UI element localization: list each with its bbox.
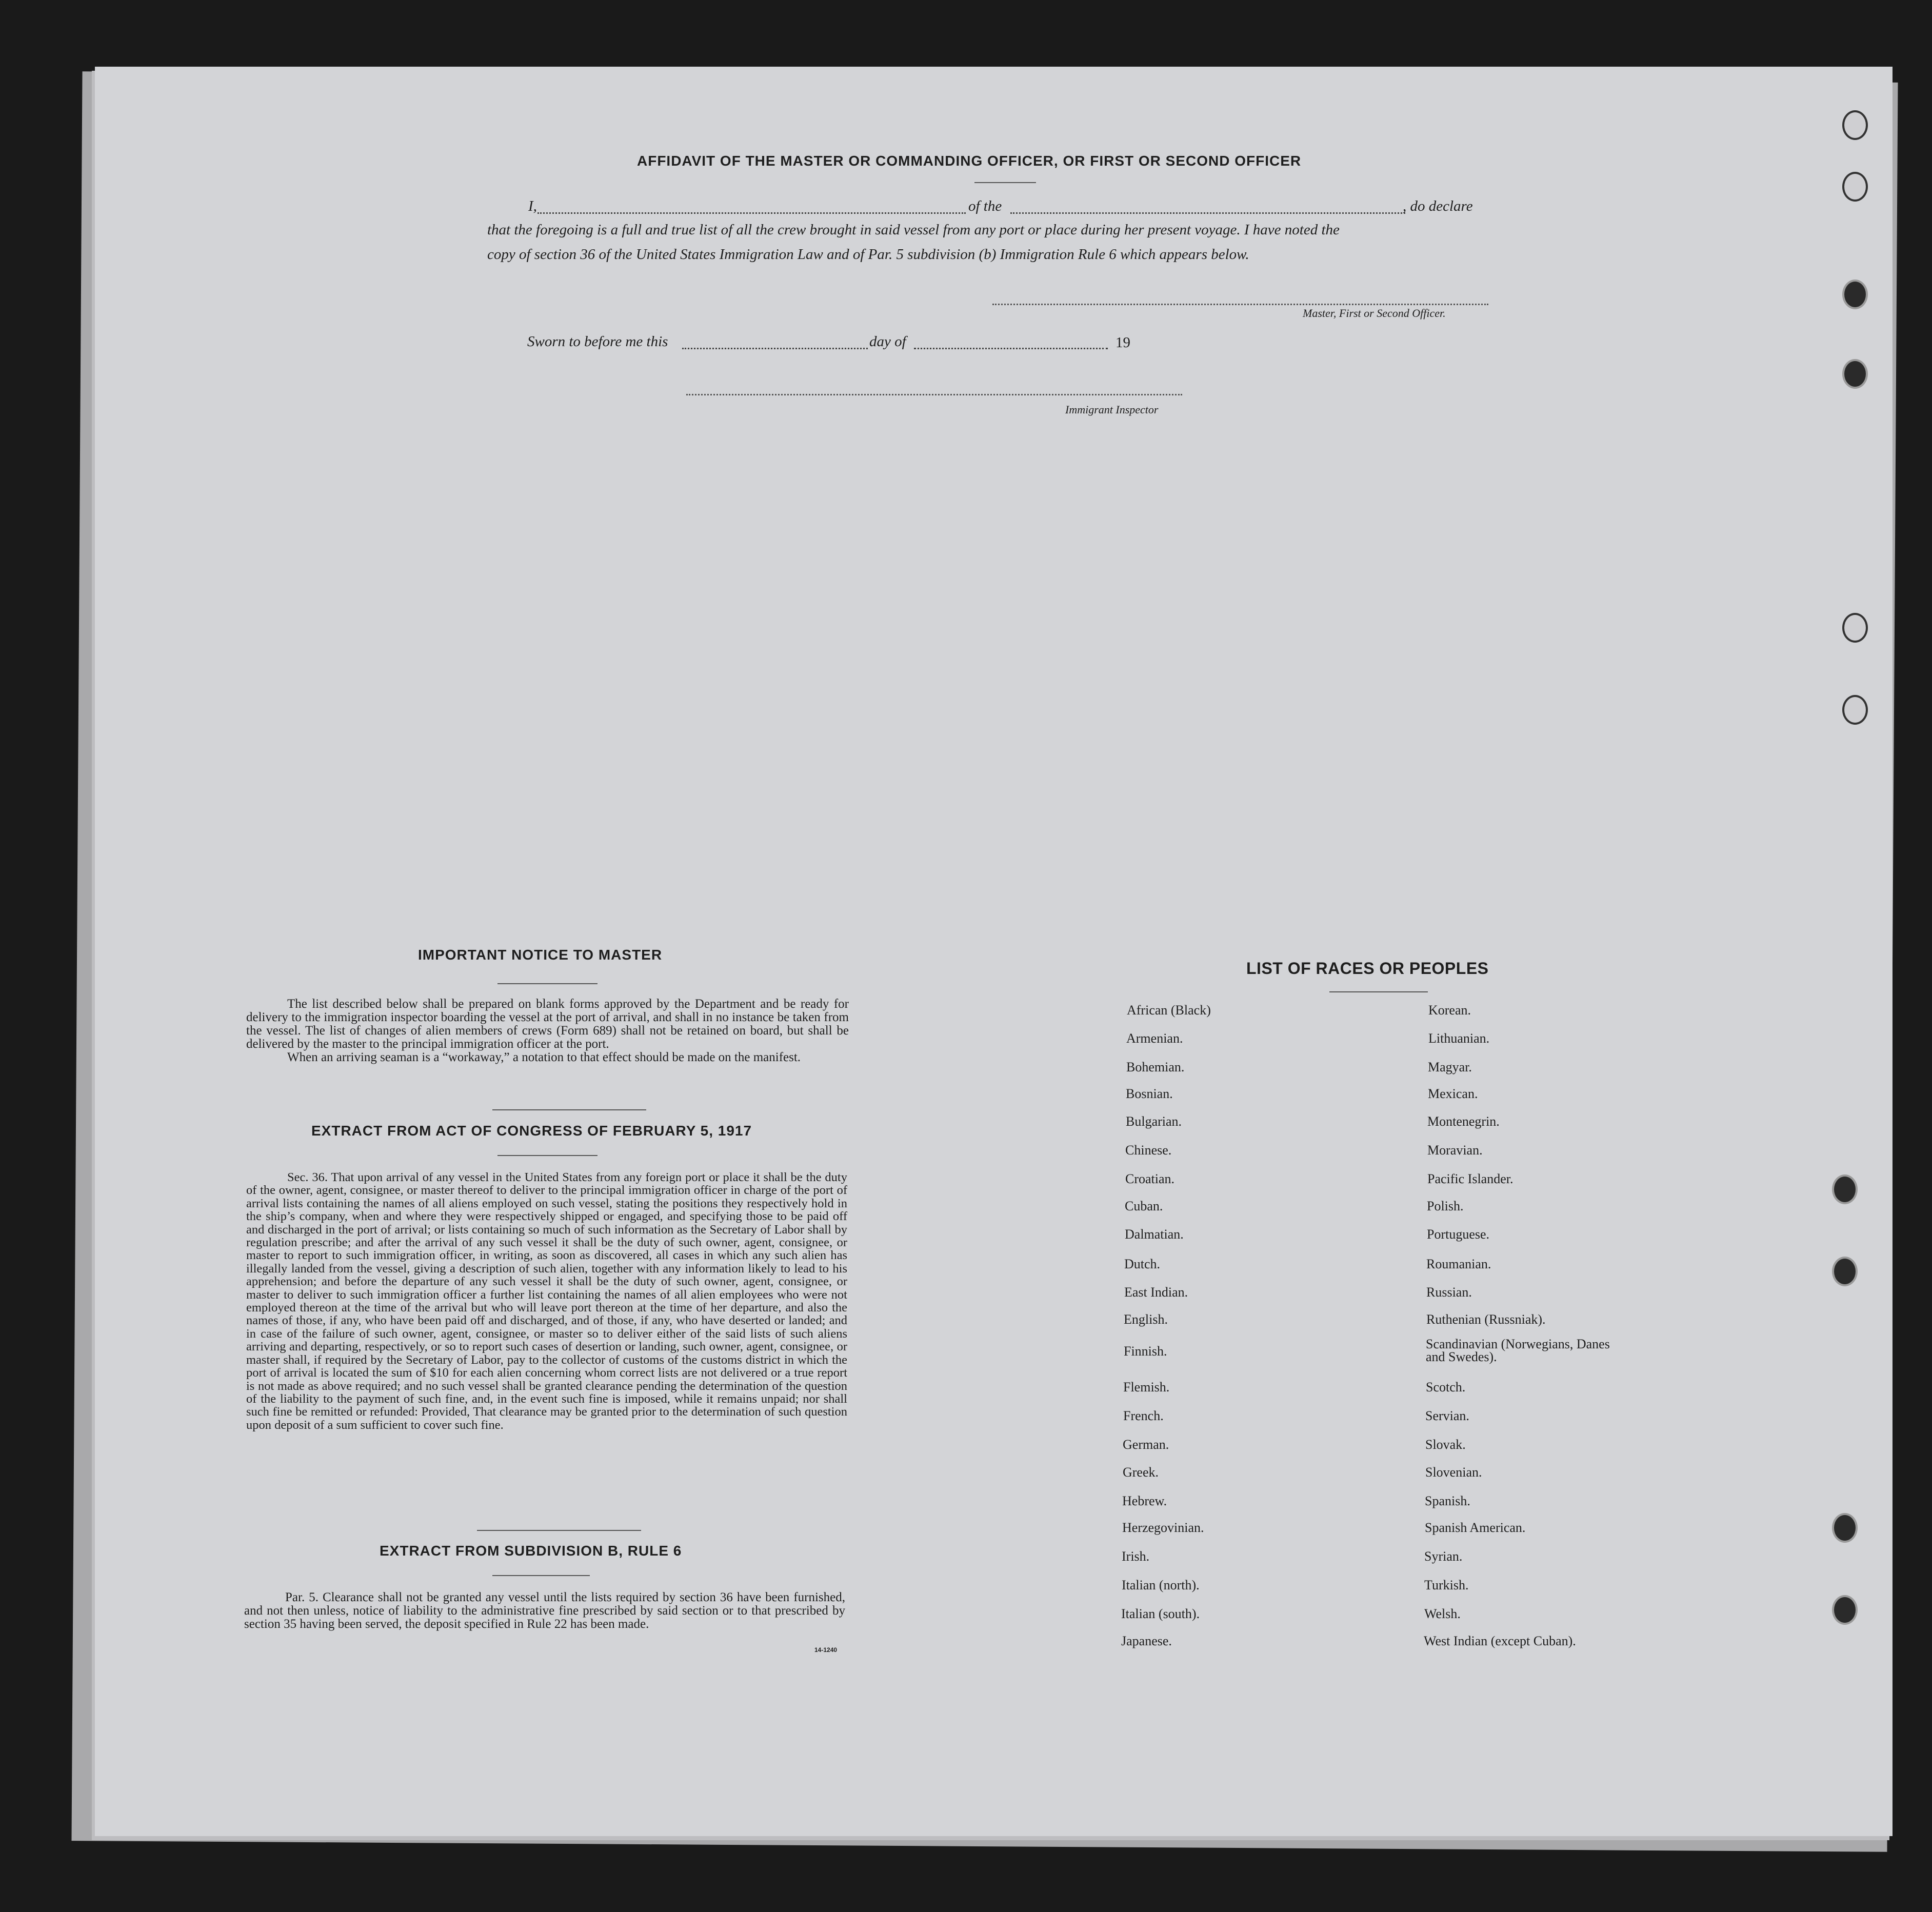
affidavit-title: AFFIDAVIT OF THE MASTER OR COMMANDING OFFICER, OR FIRST OR SECOND OFFICER (637, 153, 1302, 169)
race-item: Lithuanian. (1428, 1031, 1490, 1046)
affidavit-line2: that the foregoing is a full and true list of all the crew brought in said vessel from any port or place during her present voyage. I have noted the (487, 222, 1340, 238)
race-item: Dutch. (1124, 1257, 1161, 1271)
race-item: Ruthenian (Russniak). (1426, 1312, 1546, 1327)
notice-title: IMPORTANT NOTICE TO MASTER (418, 947, 663, 963)
race-item: Pacific Islander. (1427, 1171, 1513, 1186)
race-item: French. (1123, 1408, 1164, 1423)
year-prefix: 19 (1116, 334, 1130, 351)
race-item: Flemish. (1123, 1380, 1170, 1395)
binder-hole (1842, 110, 1868, 140)
notice-text (246, 998, 849, 1064)
notice-paragraph-2: When an arriving seaman is a “workaway,” a notation to that effect should be made on the manifest. (287, 1050, 801, 1064)
act-title: EXTRACT FROM ACT OF CONGRESS OF FEBRUARY 5, 1917 (311, 1123, 752, 1139)
races-title: LIST OF RACES OR PEOPLES (1246, 959, 1489, 978)
race-item: Japanese. (1121, 1634, 1172, 1648)
race-item: African (Black) (1127, 1003, 1211, 1018)
binder-hole (1832, 1595, 1858, 1625)
race-item: Slovak. (1425, 1437, 1466, 1452)
vessel-blank (1010, 212, 1405, 214)
sworn-month-blank (914, 348, 1108, 349)
races-divider (1329, 991, 1428, 992)
race-item: Portuguese. (1427, 1227, 1490, 1242)
rule-divider (492, 1575, 590, 1576)
race-item: Bohemian. (1126, 1060, 1185, 1074)
affidavit-declare: , do declare (1403, 198, 1473, 214)
sworn-text: Sworn to before me this (527, 333, 668, 350)
affidavit-line3: copy of section 36 of the United States Immigration Law and of Par. 5 subdivision (b) Immigration Rule 6 which appears below. (487, 246, 1249, 263)
race-item: Korean. (1428, 1003, 1471, 1018)
affidavit-i: I, (528, 198, 537, 214)
binder-hole (1842, 613, 1868, 643)
race-item: Welsh. (1424, 1606, 1461, 1621)
race-item: Scandinavian (Norwegians, Danes and Swedes). (1426, 1337, 1610, 1364)
race-item: Italian (south). (1121, 1606, 1200, 1621)
rule-top-divider (477, 1530, 641, 1531)
inspector-signature-line (686, 394, 1182, 395)
act-paragraph: Sec. 36. That upon arrival of any vessel in the United States from any foreign port or place it shall be the duty of the owner, agent, consignee, or master thereof to deliver to the principal immigration officer in charge of the port of arrival lists containing the names of all aliens employed on such vessel, stating the positions they respectively hold in the ship’s company, when and where they were respectively shipped or engaged, and specifying those to be paid off and discharged in the port of arrival; or lists containing so much of such information as the Secretary of Labor shall by regulation prescribe; and after the arrival of any such vessel it shall be the duty of such owner, agent, consignee, or master to report to such immigration officer, in writing, as soon as discovered, all cases in which any such alien has illegally landed from the vessel, giving a description of such alien, together with any information likely to lead to his apprehension; and before the departure of any such vessel it shall be the duty of such owner, agent, consignee, or master to deliver to such immigration officer a further list containing the names of all alien employees who were not employed thereon at the time of the arrival but who will leave port thereon at the time of her departure, and also the names of those, if any, who have been paid off and discharged, and of those, if any, who have deserted or landed; and in case of the failure of such owner, agent, consignee, or master so to deliver either of the said lists of such aliens arriving and departing, respectively, or so to report such cases of desertion or landing, such owner, agent, consignee, or master shall, if required by the Secretary of Labor, pay to the collector of customs of the customs district in which the port of arrival is located the sum of $10 for each alien concerning whom correct lists are not delivered or a true report is not made as above required; and no such vessel shall be granted clearance pending the determination of the question of the liability to the payment of such fine, and, in the event such fine is imposed, while it remains unpaid; nor shall such fine be remitted or refunded: Provided, That clearance may be granted prior to the determination of such question upon deposit of a sum sufficient to cover such fine. (246, 1170, 847, 1432)
race-item: Bosnian. (1126, 1086, 1173, 1101)
race-item: East Indian. (1124, 1285, 1188, 1300)
document-page (95, 67, 1893, 1836)
title-divider (974, 182, 1036, 183)
act-text (246, 1171, 847, 1431)
race-item: Servian. (1425, 1408, 1469, 1423)
race-item: Dalmatian. (1125, 1227, 1184, 1242)
rule-title: EXTRACT FROM SUBDIVISION B, RULE 6 (380, 1543, 682, 1559)
race-item: Scotch. (1426, 1380, 1466, 1395)
race-item: Bulgarian. (1126, 1114, 1182, 1129)
race-item: Magyar. (1428, 1060, 1472, 1074)
race-item: Armenian. (1126, 1031, 1183, 1046)
rule-paragraph: Par. 5. Clearance shall not be granted any vessel until the lists required by section 36 have been furnished, and not then unless, notice of liability to the administrative fine prescribed by said section or to that prescribed by section 35 having been served, the deposit specified in Rule 22 has been made. (244, 1590, 845, 1631)
binder-hole (1842, 359, 1868, 389)
race-item: German. (1123, 1437, 1169, 1452)
race-item: Hebrew. (1122, 1493, 1167, 1508)
affidavit-of-the: of the (968, 198, 1002, 214)
rule-text (244, 1591, 845, 1631)
binder-hole (1842, 280, 1868, 309)
binder-hole (1832, 1257, 1858, 1286)
race-item: West Indian (except Cuban). (1424, 1634, 1576, 1648)
binder-hole (1842, 172, 1868, 202)
race-item: Montenegrin. (1427, 1114, 1500, 1129)
notice-divider (497, 983, 597, 984)
race-item: Irish. (1122, 1549, 1150, 1564)
day-of-text: day of (869, 333, 906, 350)
race-item: Italian (north). (1122, 1578, 1200, 1592)
sworn-day-blank (682, 348, 868, 349)
race-item: Moravian. (1427, 1143, 1483, 1158)
race-item: Finnish. (1124, 1344, 1167, 1359)
binder-hole (1832, 1513, 1858, 1543)
notice-paragraph-1: The list described below shall be prepared on blank forms approved by the Department and be ready for delivery to the immigration inspector boarding the vessel at the port of arrival, and shall in no instance be taken from the vessel. The list of changes of alien members of crews (Form 689) shall not be retained on board, but shall be delivered by the master to the principal immigration officer at the port. (246, 997, 849, 1051)
binder-hole (1832, 1174, 1858, 1204)
race-item: Russian. (1426, 1285, 1472, 1300)
race-item: Cuban. (1125, 1199, 1163, 1213)
race-item: Croatian. (1125, 1171, 1175, 1186)
form-number: 14-1240 (814, 1646, 838, 1654)
race-item: Slovenian. (1425, 1465, 1482, 1480)
act-top-divider (492, 1109, 646, 1110)
binder-hole (1842, 695, 1868, 725)
act-divider (497, 1155, 597, 1156)
race-item: Syrian. (1424, 1549, 1463, 1564)
name-blank (537, 212, 966, 214)
inspector-label: Immigrant Inspector (1065, 403, 1159, 416)
race-item: Herzegovinian. (1122, 1520, 1204, 1535)
master-signature-line (992, 304, 1488, 305)
race-item: Mexican. (1428, 1086, 1478, 1101)
race-item: Spanish. (1425, 1493, 1470, 1508)
race-item: Greek. (1123, 1465, 1159, 1480)
race-item: Polish. (1427, 1199, 1464, 1213)
race-item: English. (1124, 1312, 1168, 1327)
race-item: Spanish American. (1425, 1520, 1526, 1535)
race-item: Chinese. (1125, 1143, 1172, 1158)
race-item: Roumanian. (1426, 1257, 1491, 1271)
master-label: Master, First or Second Officer. (1303, 307, 1446, 320)
race-item: Turkish. (1424, 1578, 1469, 1592)
